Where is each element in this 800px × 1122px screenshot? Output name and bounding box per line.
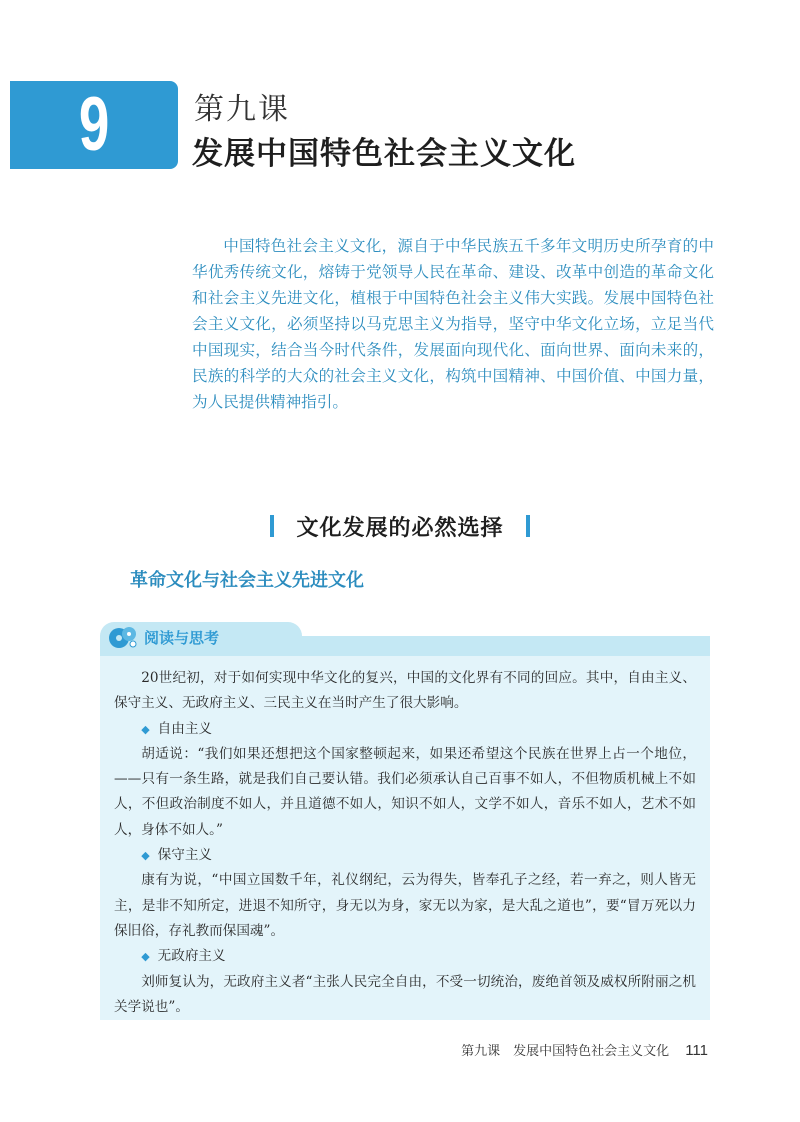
- reading-paragraph: 胡适说：“我们如果还想把这个国家整顿起来，如果还希望这个民族在世界上占一个地位，——只有一条生路，就是我们自己要认错。我们必须承认自己百事不如人，不但物质机械上不如人，不但政治制度不如人，并且道德不如人，知识不如人，文学不如人，音乐不如人，艺术不如人，身体不如人。”: [114, 745, 696, 838]
- diamond-bullet-icon: ◆: [141, 950, 150, 964]
- reading-discs-icon: [108, 625, 138, 649]
- sub-heading: 革命文化与社会主义先进文化: [130, 570, 364, 591]
- section-heading: [0, 508, 800, 544]
- reading-item: [114, 717, 696, 742]
- section-bar-left: [270, 515, 274, 537]
- footer-chapter: 第九课 发展中国特色社会主义文化: [461, 1044, 670, 1059]
- section-bar-right: [526, 515, 530, 537]
- intro-paragraph: 中国特色社会主义文化，源自于中华民族五千多年文明历史所孕育的中华优秀传统文化，熔铸于党领导人民在革命、建设、改革中创造的革命文化和社会主义先进文化，植根于中国特色社会主义伟大实践。发展中国特色社会主义文化，必须坚持以马克思主义为指导，坚守中华文化立场，立足当代中国现实，结合当今时代条件，发展面向现代化、面向世界、面向未来的，民族的科学的大众的社会主义文化，构筑中国精神、中国价值、中国力量，为人民提供精神指引。: [192, 237, 714, 411]
- reading-item-label: 保守主义: [157, 847, 213, 864]
- reading-paragraph: 刘师复认为，无政府主义者“主张人民完全自由，不受一切统治，废绝首领及威权所附丽之机关学说也”。: [114, 973, 696, 1015]
- reading-item-label: 自由主义: [157, 720, 213, 737]
- lesson-number: 9: [78, 82, 110, 167]
- reading-item-label: 无政府主义: [157, 948, 226, 965]
- lesson-label: 第九课: [194, 92, 290, 127]
- reading-tab: [100, 622, 302, 652]
- reading-label: 阅读与思考: [144, 628, 220, 647]
- reading-item: [114, 843, 696, 868]
- reading-body: [100, 656, 710, 1020]
- diamond-bullet-icon: ◆: [141, 722, 150, 736]
- lesson-number-badge: [10, 81, 178, 169]
- reading-paragraph: 康有为说，“中国立国数千年，礼仪纲纪，云为得失，皆奉孔子之经，若一弃之，则人皆无主，是非不知所定，进退不知所守，身无以为身，家无以为家，是大乱之道也”，要“冒万死以力保旧俗，存礼教而保国魂”。: [114, 872, 696, 939]
- page-number: 111: [685, 1042, 708, 1059]
- diamond-bullet-icon: ◆: [141, 849, 150, 863]
- reading-box: [100, 622, 710, 1020]
- reading-paragraph: 20世纪初，对于如何实现中华文化的复兴，中国的文化界有不同的回应。其中，自由主义、保守主义、无政府主义、三民主义在当时产生了很大影响。: [114, 670, 696, 712]
- page-footer: [461, 1040, 708, 1059]
- lesson-title: 发展中国特色社会主义文化: [192, 136, 576, 172]
- reading-item: [114, 944, 696, 969]
- section-title: 文化发展的必然选择: [296, 515, 504, 541]
